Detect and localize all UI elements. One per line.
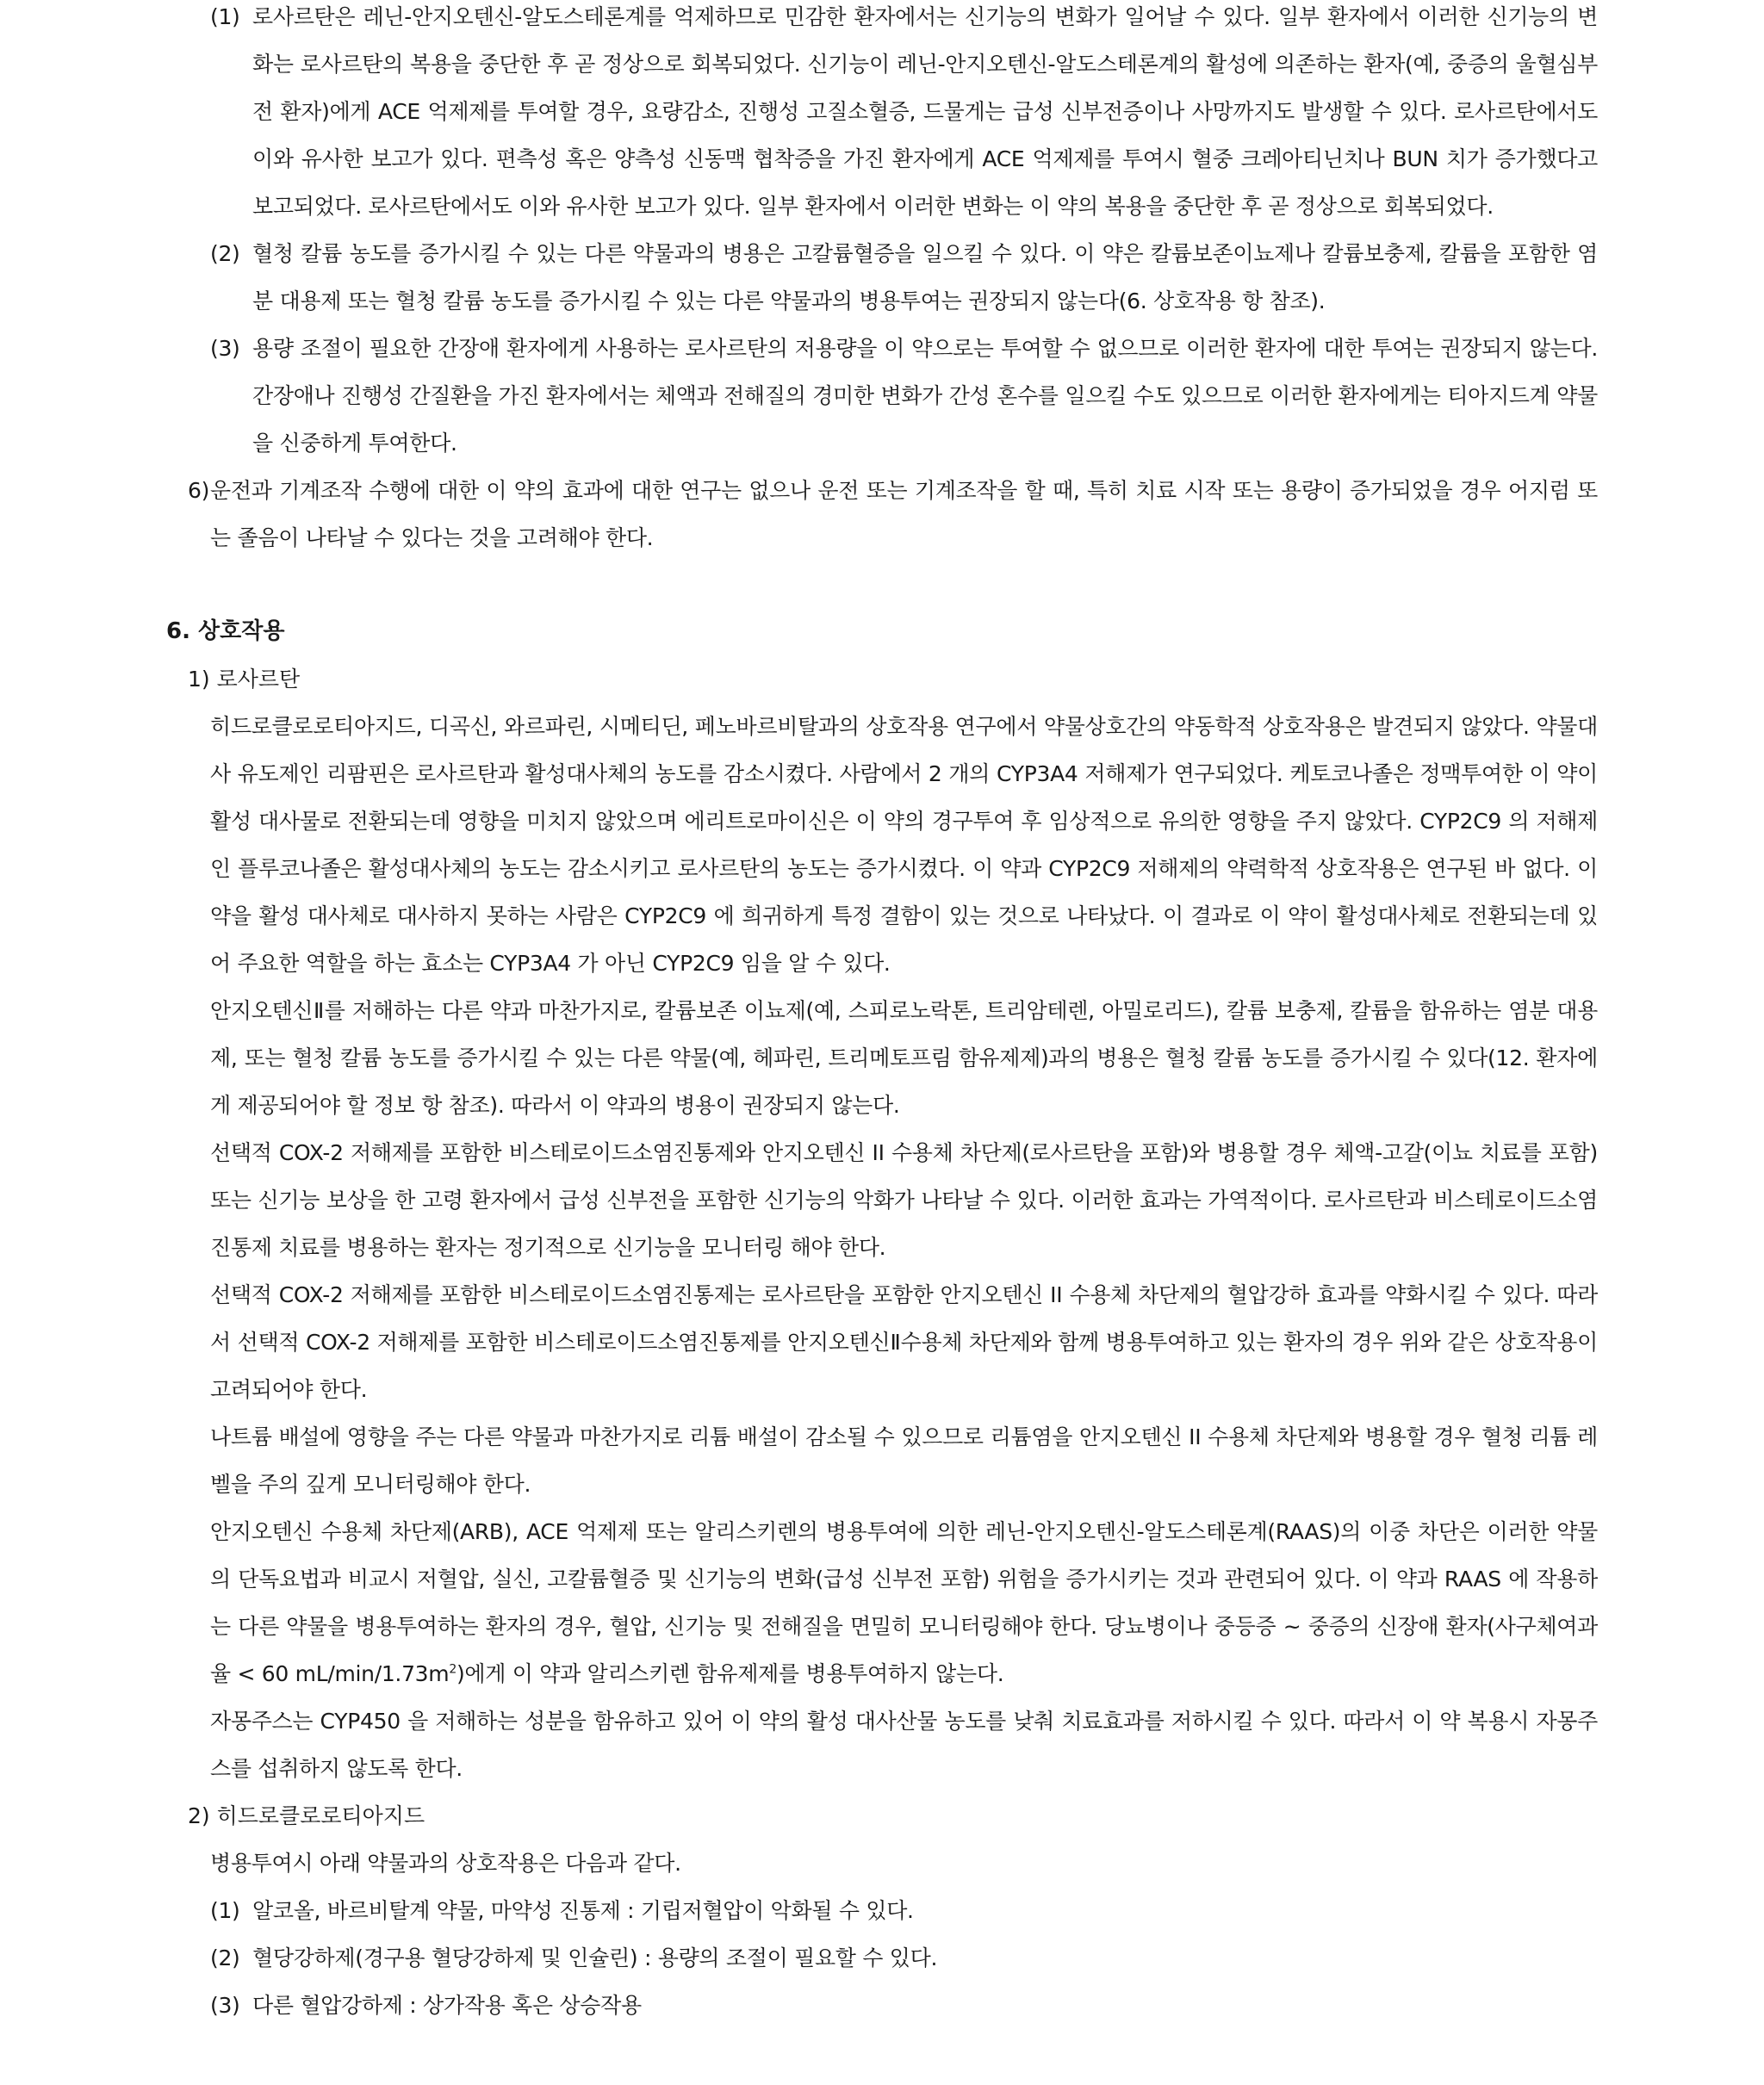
hctz-item-2: [210, 1934, 1598, 1982]
body-paragraph-raas: [210, 1508, 1598, 1697]
item-number: (3): [210, 1993, 240, 2018]
item-number: (3): [210, 336, 240, 361]
section-title: 6. 상호작용: [166, 618, 285, 644]
body-paragraph-grapefruit: 자몽주스는 CYP450 을 저해하는 성분을 함유하고 있어 이 약의 활성 대사산물 농도를 낮춰 치료효과를 저하시킬 수 있다. 따라서 이 약 복용시 자몽주스를 섭취하지 않도록 한다.: [210, 1709, 1598, 1781]
item-number: (1): [210, 1898, 240, 1923]
raas-text-tail: )에게 이 약과 알리스키렌 함유제제를 병용투여하지 않는다.: [456, 1661, 1004, 1686]
item-text: 로사르탄은 레닌-안지오텐신-알도스테론계를 억제하므로 민감한 환자에서는 신기능의 변화가 일어날 수 있다. 일부 환자에서 이러한 신기능의 변화는 로사르탄의 복용을 중단한 후 곧 정상으로 회복되었다. 신기능이 레닌-안지오텐신-알도스테론계의 활성에 의존하는 환자(예, 중증의 울혈심부전 환자)에게 ACE 억제제를 투여할 경우, 요량감소, 진행성 고질소혈증, 드물게는 급성 신부전증이나 사망까지도 발생할 수 있다. 로사르탄에서도 이와 유사한 보고가 있다. 편측성 혹은 양측성 신동맥 협착증을 가진 환자에게 ACE 억제제를 투여시 혈중 크레아티닌치나 BUN 치가 증가했다고 보고되었다. 로사르탄에서도 이와 유사한 보고가 있다. 일부 환자에서 이러한 변화는 이 약의 복용을 중단한 후 곧 정상으로 회복되었다.: [252, 4, 1598, 219]
item-text: 운전과 기계조작 수행에 대한 이 약의 효과에 대한 연구는 없으나 운전 또는 기계조작을 할 때, 특히 치료 시작 또는 용량이 증가되었을 경우 어지럼 또는 졸음이 나타날 수 있다는 것을 고려해야 한다.: [210, 478, 1598, 550]
hctz-item-1: [210, 1887, 1598, 1934]
body-paragraph: 나트륨 배설에 영향을 주는 다른 약물과 마찬가지로 리튬 배설이 감소될 수 있으므로 리튬염을 안지오텐신 II 수용체 차단제와 병용할 경우 혈청 리튬 레벨을 주의 깊게 모니터링해야 한다.: [210, 1424, 1598, 1497]
item-number: (2): [210, 1945, 240, 1970]
item-text: 용량 조절이 필요한 간장애 환자에게 사용하는 로사르탄의 저용량을 이 약으로는 투여할 수 없으므로 이러한 환자에 대한 투여는 권장되지 않는다. 간장애나 진행성 간질환을 가진 환자에서는 체액과 전해질의 경미한 변화가 간성 혼수를 일으킬 수도 있으므로 이러한 환자에게는 티아지드계 약물을 신중하게 투여한다.: [252, 336, 1598, 456]
superscript: 2: [449, 1662, 457, 1677]
subsection-heading-losartan: 1) 로사르탄: [188, 667, 301, 692]
item-text: 혈청 칼륨 농도를 증가시킬 수 있는 다른 약물과의 병용은 고칼륨혈증을 일으킬 수 있다. 이 약은 칼륨보존이뇨제나 칼륨보충제, 칼륨을 포함한 염분 대용제 또는 혈청 칼륨 농도를 증가시킬 수 있는 다른 약물과의 병용투여는 권장되지 않는다(6. 상호작용 항 참조).: [252, 241, 1598, 313]
body-paragraph: 선택적 COX-2 저해제를 포함한 비스테로이드소염진통제와 안지오텐신 II 수용체 차단제(로사르탄을 포함)와 병용할 경우 체액-고갈(이뇨 치료를 포함) 또는 신기능 보상을 한 고령 환자에서 급성 신부전을 포함한 신기능의 악화가 나타날 수 있다. 이러한 효과는 가역적이다. 로사르탄과 비스테로이드소염진통제 치료를 병용하는 환자는 정기적으로 신기능을 모니터링 해야 한다.: [210, 1140, 1598, 1260]
body-paragraph: 선택적 COX-2 저해제를 포함한 비스테로이드소염진통제는 로사르탄을 포함한 안지오텐신 II 수용체 차단제의 혈압강하 효과를 약화시킬 수 있다. 따라서 선택적 COX-2 저해제를 포함한 비스테로이드소염진통제를 안지오텐신Ⅱ수용체 차단제와 함께 병용투여하고 있는 환자의 경우 위와 같은 상호작용이 고려되어야 한다.: [210, 1282, 1598, 1402]
item-number: (1): [210, 4, 240, 29]
body-paragraph: 히드로클로로티아지드, 디곡신, 와르파린, 시메티딘, 페노바르비탈과의 상호작용 연구에서 약물상호간의 약동학적 상호작용은 발견되지 않았다. 약물대사 유도제인 리팜핀은 로사르탄과 활성대사체의 농도를 감소시켰다. 사람에서 2 개의 CYP3A4 저해제가 연구되었다. 케토코나졸은 정맥투여한 이 약이 활성 대사물로 전환되는데 영향을 미치지 않았으며 에리트로마이신은 이 약의 경구투여 후 임상적으로 유의한 영향을 주지 않았다. CYP2C9 의 저해제인 플루코나졸은 활성대사체의 농도는 감소시키고 로사르탄의 농도는 증가시켰다. 이 약과 CYP2C9 저해제의 약력학적 상호작용은 연구된 바 없다. 이 약을 활성 대사체로 대사하지 못하는 사람은 CYP2C9 에 희귀하게 특정 결함이 있는 것으로 나타났다. 이 결과로 이 약이 활성대사체로 전환되는데 있어 주요한 역할을 하는 효소는 CYP3A4 가 아닌 CYP2C9 임을 알 수 있다.: [210, 714, 1598, 976]
hctz-item-3: [210, 1982, 1598, 2029]
body-paragraph: 병용투여시 아래 약물과의 상호작용은 다음과 같다.: [210, 1851, 681, 1876]
raas-text: 안지오텐신 수용체 차단제(ARB), ACE 억제제 또는 알리스키렌의 병용투여에 의한 레닌-안지오텐신-알도스테론계(RAAS)의 이중 차단은 이러한 약물의 단독요법과 비교시 저혈압, 실신, 고칼륨혈증 및 신기능의 변화(급성 신부전 포함) 위험을 증가시키는 것과 관련되어 있다. 이 약과 RAAS 에 작용하는 다른 약물을 병용투여하는 환자의 경우, 혈압, 신기능 및 전해질을 면밀히 모니터링해야 한다. 당뇨병이나 중등증 ~ 중증의 신장애 환자(사구체여과율 < 60 mL/min/1.73m: [210, 1519, 1598, 1686]
precaution-item-1: [210, 0, 1598, 230]
precaution-item-3: [210, 325, 1598, 467]
item-text: 다른 혈압강하제 : 상가작용 혹은 상승작용: [252, 1993, 642, 2018]
precaution-item-2: [210, 230, 1598, 325]
item-text: 혈당강하제(경구용 혈당강하제 및 인슐린) : 용량의 조절이 필요할 수 있다.: [252, 1945, 938, 1970]
item-number: 6): [188, 478, 210, 503]
body-paragraph: 안지오텐신Ⅱ를 저해하는 다른 약과 마찬가지로, 칼륨보존 이뇨제(예, 스피로노락톤, 트리암테렌, 아밀로리드), 칼륨 보충제, 칼륨을 함유하는 염분 대용제, 또는 혈청 칼륨 농도를 증가시킬 수 있는 다른 약물(예, 헤파린, 트리메토프림 함유제제)과의 병용은 혈청 칼륨 농도를 증가시킬 수 있다(12. 환자에게 제공되어야 할 정보 항 참조). 따라서 이 약과의 병용이 권장되지 않는다.: [210, 998, 1598, 1118]
item-number: (2): [210, 241, 240, 266]
subsection-heading-hctz: 2) 히드로클로로티아지드: [188, 1803, 425, 1828]
item-text: 알코올, 바르비탈계 약물, 마약성 진통제 : 기립저혈압이 악화될 수 있다.: [252, 1898, 914, 1923]
precaution-item-6: [188, 467, 1598, 562]
